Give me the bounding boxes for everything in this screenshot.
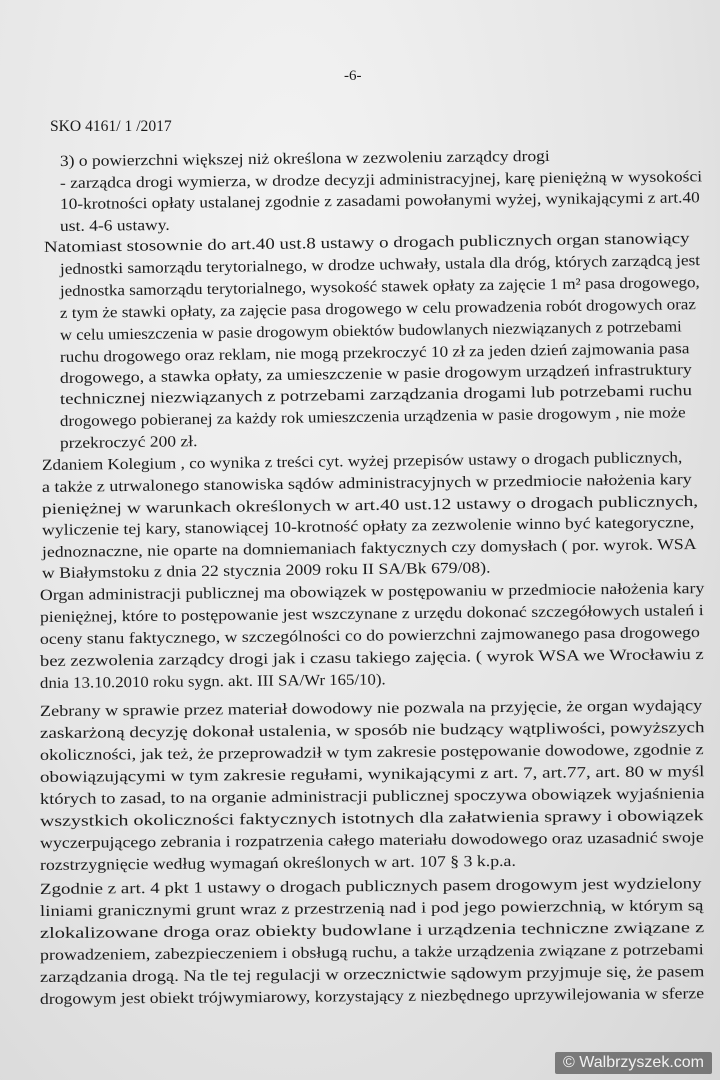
body-line: oceny stanu faktycznego, w szczególności co do powierzchni zajmowanego pasa drogowego <box>39 624 700 648</box>
body-line: ruchu drogowego oraz reklam, nie mogą przekroczyć 10 zł za jeden dzień zajmowania pasa <box>59 340 690 366</box>
body-line: prowadzeniem, zabezpieczeniem i obsługą ruchu, a także urządzenia związane z potrzebami <box>39 941 704 964</box>
body-line: których to zasad, to na organie administracji publicznej spoczywa obowiązek wyjaśnienia <box>39 785 705 808</box>
body-line: dnia 13.10.2010 roku sygn. akt. III SA/Wr 165/10). <box>39 671 386 692</box>
page-number: -6- <box>344 68 362 84</box>
body-line: liniami granicznymi grunt wraz z przestrzenią nad i pod jego powierzchnią, w którym są <box>39 897 704 920</box>
body-line: a także z utrwalonego stanowiska sądów administracyjnych w przedmiocie nałożenia kary <box>41 471 692 496</box>
body-line: drogowego pobieranej za każdy rok umieszczenia urządzenia w pasie drogowym , nie może <box>59 404 686 430</box>
body-line: Zebrany w sprawie przez materiał dowodowy nie pozwala na przyjęcie, że organ wydający <box>39 697 703 720</box>
case-reference: SKO 4161/ 1 /2017 <box>50 118 172 135</box>
site-watermark: © Walbrzyszek.com <box>555 1052 712 1074</box>
body-line: pieniężnej w warunkach określonych w art.40 ust.12 ustawy o drogach publicznych, <box>41 492 699 518</box>
body-line: zarządzania drogą. Na tle tej regulacji w orzecznictwie sądowym przyjmuje się, że pasem <box>39 963 705 986</box>
body-line: zlokalizowane droga oraz obiekty budowlane i urządzenia techniczne związane z <box>39 919 705 942</box>
body-line: Zdaniem Kolegium , co wynika z treści cyt. wyżej przepisów ustawy o drogach publicznych, <box>41 449 683 474</box>
body-line: Organ administracji publicznej ma obowiązek w postępowaniu w przedmiocie nałożenia kary <box>39 580 705 604</box>
body-line: ust. 4-6 ustawy. <box>59 216 170 235</box>
body-line: z tym że stawki opłaty, za zajęcie pasa drogowego w celu prowadzenia robót drogowych oraz <box>59 296 696 322</box>
body-line: - zarządca drogi wymierza, w drodze decyzji administracyjnej, karę pieniężną w wysokości <box>59 168 703 192</box>
body-line: wyliczenie tej kary, stanowiącej 10-krotność opłaty za zezwolenie winno być kategoryczne, <box>41 514 695 539</box>
body-line: technicznej niezwiązanych z potrzebami zarządzania drogami lub potrzebami ruchu <box>59 382 693 408</box>
body-line: jednostka samorządu terytorialnego, wysokość stawek opłaty za zajęcie 1 m² pasa drogowego, <box>59 274 700 300</box>
body-line: drogowym jest obiekt trójwymiarowy, korzystający z niezbędnego uprzywilejowania w sferze <box>39 985 705 1008</box>
body-line: wszystkich okoliczności faktycznych istotnych dla załatwienia sprawy i obowiązek <box>39 807 704 830</box>
body-line: przekroczyć 200 zł. <box>59 433 198 452</box>
body-line: bez zezwolenia zarządcy drogi jak i czasu takiego zajęcia. ( wyrok WSA we Wrocławiu z <box>39 646 704 670</box>
body-line: rozstrzygnięcie według wymagań określonych w art. 107 § 3 k.p.a. <box>39 852 516 874</box>
body-line: zaskarżoną decyzję dokonał ustalenia, w sposób nie budzący wątpliwości, powyższych <box>39 719 705 742</box>
body-line: 10-krotności opłaty ustalanej zgodnie z zasadami powołanymi wyżej, wynikającymi z art.40 <box>59 189 700 213</box>
body-line: wyczerpującego zebrania i rozpatrzenia całego materiału dowodowego oraz uzasadnić swoje <box>39 829 704 852</box>
body-line: 3) o powierzchni większej niż określona w zezwoleniu zarządcy drogi <box>59 147 550 170</box>
body-line: Natomiast stosownie do art.40 ust.8 ustawy o drogach publicznych organ stanowiący <box>43 229 690 256</box>
body-line: jednoznaczne, nie oparte na domniemaniach faktycznych czy domysłach ( por. wyrok. WSA <box>41 536 697 561</box>
body-line: w celu umieszczenia w pasie drogowym obiektów budowlanych niezwiązanych z potrzebami <box>59 318 682 344</box>
body-line: w Białymstoku z dnia 22 stycznia 2009 roku II SA/Bk 679/08). <box>41 559 491 582</box>
body-line: pieniężnej, które to postępowanie jest wszczynane z urzędu dokonać szczegółowych ustaleń i <box>39 602 704 626</box>
body-line: okoliczności, jak też, że przeprowadził w tym zakresie postępowanie dowodowe, zgodnie z <box>39 741 704 764</box>
body-line: jednostki samorządu terytorialnego, w drodze uchwały, ustala dla dróg, których zarządcą jest <box>59 252 701 278</box>
body-line: drogowego, a stawka opłaty, za umieszczenie w pasie drogowym urządzeń infrastruktury <box>59 361 692 387</box>
body-line: Zgodnie z art. 4 pkt 1 ustawy o drogach publicznych pasem drogowym jest wydzielony <box>39 875 702 898</box>
body-line: obowiązującymi w tym zakresie regułami, wynikającymi z art. 7, art.77, art. 80 w myśl <box>39 763 705 786</box>
